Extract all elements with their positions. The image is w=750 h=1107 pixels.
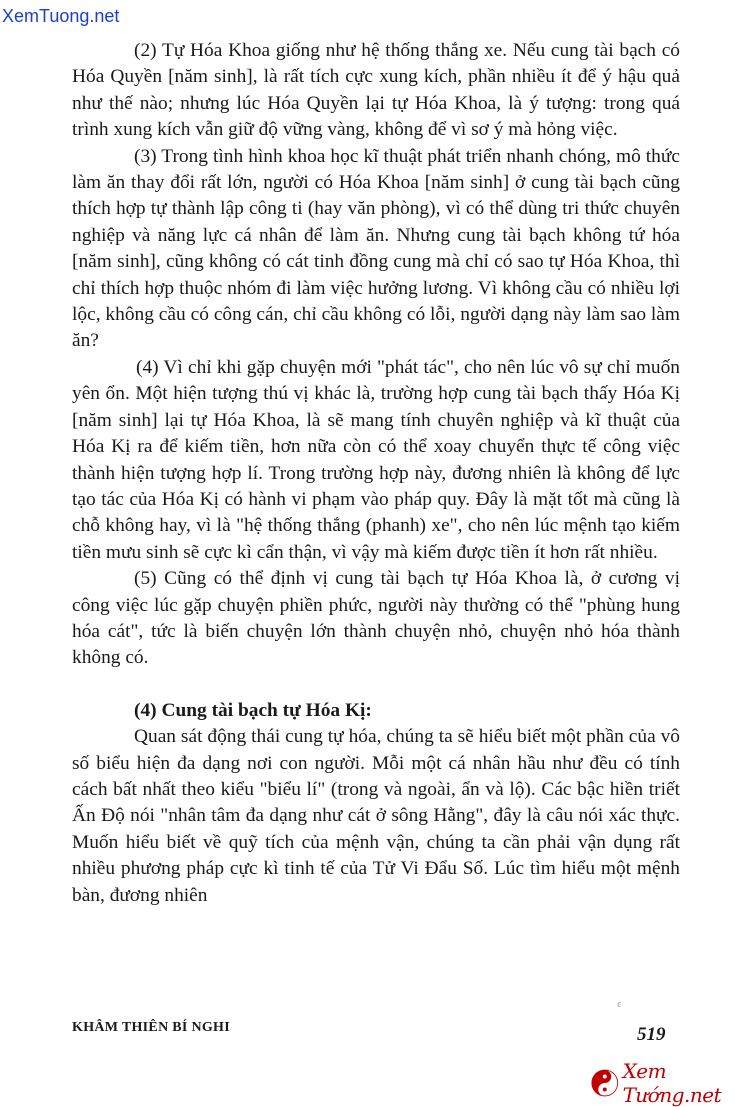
paragraph-2: (2) Tự Hóa Khoa giống như hệ thống thắng xe. Nếu cung tài bạch có Hóa Quyền [năm sinh], là rất tích cực xung kích, phần nhiều ít để ý hậu quả như thế nào; nhưng lúc Hóa Quyền lại tự Hóa Khoa, là ý tượng: trong quá trình xung kích vẫn giữ độ vững vàng, không để vì sơ ý mà hỏng việc. — [72, 40, 680, 141]
footer-book-title: KHÂM THIÊN BÍ NGHI — [72, 1020, 230, 1035]
logo-text: Xem Tướng.net — [622, 1059, 722, 1107]
yin-yang-icon — [591, 1067, 619, 1099]
section-heading: (4) Cung tài bạch tự Hóa Kị: — [134, 699, 372, 721]
site-watermark: XemTuong.net — [2, 6, 120, 26]
paragraph-section-4: Quan sát động thái cung tự hóa, chúng ta sẽ hiểu biết một phần của vô số biểu hiện đa dạng nơi con người. Mỗi một cá nhân hầu như đều có tính cách bất nhất theo kiểu "biểu lí" (trong và ngoài, ẩn và lộ). Các bậc hiền triết Ấn Độ nói "nhân tâm đa dạng như cát ở sông Hằng", đây là câu nói xác thực. Muốn hiểu biết về quỹ tích của mệnh vận, chúng ta cần phải vận dụng rất nhiều phương pháp cực kì tinh tế của Tử Vi Đẩu Số. Lúc tìm hiểu một mệnh bàn, đương nhiên — [72, 726, 680, 906]
paragraph-5: (5) Cũng có thể định vị cung tài bạch tự Hóa Khoa là, ở cương vị công việc lúc gặp chuyện phiền phức, người này thường có thể "phùng hung hóa cát", tức là biến chuyện lớn thành chuyện nhỏ, chuyện nhỏ hóa thành không có. — [72, 568, 680, 669]
paragraph-4: (4) Vì chỉ khi gặp chuyện mới "phát tác", cho nên lúc vô sự chỉ muốn yên ổn. Một hiện tượng thú vị khác là, trường hợp cung tài bạch thấy Hóa Kị [năm sinh] lại tự Hóa Khoa, là sẽ mang tính chuyên nghiệp và kĩ thuật của Hóa Kị ra để kiếm tiền, hơn nữa còn có thể xoay chuyển thực tế công việc thành hiện tượng hợp lí. Trong trường hợp này, đương nhiên là không để lực tạo tác của Hóa Kị có hành vi phạm vào pháp quy. Đây là mặt tốt mà cũng là chỗ không hay, vì là "hệ thống thắng (phanh) xe", cho nên lúc mệnh tạo kiếm tiền mưu sinh sẽ cực kì cẩn thận, vì vậy mà kiếm được tiền ít hơn rất nhiều. — [72, 356, 680, 563]
paragraph-3: (3) Trong tình hình khoa học kĩ thuật phát triển nhanh chóng, mô thức làm ăn thay đổi rất lớn, người có Hóa Khoa [năm sinh] ở cung tài bạch cũng thích hợp tự thành lập công ti (hay văn phòng), vì có thể dùng tri thức chuyên nghiệp và năng lực cá nhân để làm ăn. Nhưng cung tài bạch không tứ hóa [năm sinh], cũng không có cát tinh đồng cung mà chỉ có sao tự Hóa Khoa, thì chỉ thích hợp thuộc nhóm đi làm việc hưởng lương. Vì không cầu có nhiều lợi lộc, không cầu có công cán, chỉ cầu không có lỗi, người dạng này làm sao làm ăn? — [72, 145, 680, 352]
page-number: 519 — [637, 1024, 666, 1045]
stray-mark: ε — [617, 998, 622, 1010]
section-gap — [72, 672, 680, 698]
page-body — [72, 38, 680, 909]
